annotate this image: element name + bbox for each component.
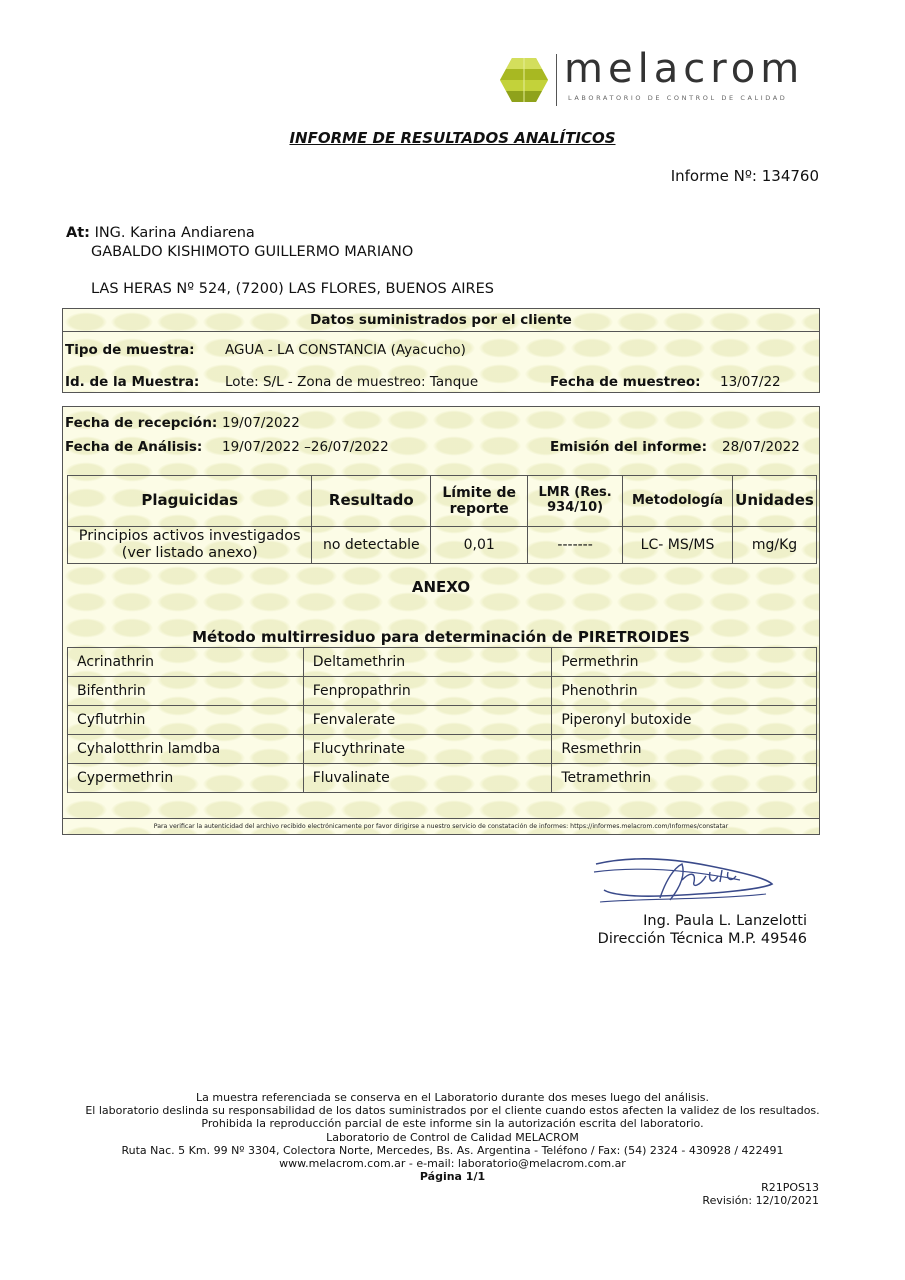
reception-date-value: 19/07/2022 — [222, 415, 300, 431]
results-header-cell: LMR (Res. 934/10) — [528, 476, 623, 527]
pesticide-cell: Bifenthrin — [68, 677, 304, 706]
issue-date-label: Emisión del informe: — [550, 439, 707, 455]
sample-type-label: Tipo de muestra: — [65, 342, 195, 358]
results-cell: 0,01 — [431, 527, 528, 564]
results-cell: mg/Kg — [732, 527, 816, 564]
results-header-cell: Metodología — [623, 476, 733, 527]
pesticide-cell: Cyhalotthrin lamdba — [68, 735, 304, 764]
footer-line: Prohibida la reproducción parcial de este informe sin la autorización escrita del laboratorio. — [201, 1117, 704, 1131]
annex-title: ANEXO — [411, 578, 471, 596]
sample-type-value: AGUA - LA CONSTANCIA (Ayacucho) — [225, 342, 466, 358]
pesticide-cell: Tetramethrin — [552, 764, 817, 793]
analysis-date-label: Fecha de Análisis: — [65, 439, 203, 455]
sample-id-label: Id. de la Muestra: — [65, 374, 200, 390]
client-data-header: Datos suministrados por el cliente — [63, 309, 819, 332]
logo-separator — [556, 54, 557, 106]
at-label: At: — [66, 225, 90, 241]
pesticide-cell: Deltamethrin — [303, 648, 552, 677]
reception-date-label: Fecha de recepción: — [65, 415, 218, 431]
report-number — [671, 167, 819, 185]
results-cell: ------- — [528, 527, 623, 564]
recipient-name: ING. Karina Andiarena — [94, 225, 255, 241]
pesticide-cell: Resmethrin — [552, 735, 817, 764]
results-cell: Principios activos investigados (ver listado anexo) — [68, 527, 312, 564]
table-row — [68, 648, 817, 677]
document-code: R21POS13 — [761, 1181, 819, 1194]
results-row — [68, 527, 817, 564]
pesticide-cell: Cypermethrin — [68, 764, 304, 793]
signer-role: Dirección Técnica M.P. 49546 — [597, 931, 807, 947]
document-revision — [702, 1181, 819, 1207]
results-header-cell: Límite de reporte — [431, 476, 528, 527]
table-row — [68, 764, 817, 793]
sampling-date-value: 13/07/22 — [720, 374, 781, 390]
pyrethroids-table — [67, 647, 817, 793]
pesticide-cell: Cyflutrhin — [68, 706, 304, 735]
results-header-cell: Unidades — [732, 476, 816, 527]
footer-line: La muestra referenciada se conserva en el Laboratorio durante dos meses luego del análisis. — [196, 1091, 709, 1104]
company-logo — [498, 46, 818, 108]
hexagon-logo-icon — [498, 56, 550, 104]
footer-line: Laboratorio de Control de Calidad MELACROM — [326, 1130, 579, 1144]
method-title: Método multirresiduo para determinación de PIRETROIDES — [192, 628, 690, 646]
results-header-cell: Plaguicidas — [68, 476, 312, 527]
pesticide-cell: Phenothrin — [552, 677, 817, 706]
pesticide-cell: Acrinathrin — [68, 648, 304, 677]
sample-id-value: Lote: S/L - Zona de muestreo: Tanque — [225, 374, 479, 390]
logo-brand-name: melacrom — [564, 46, 805, 92]
verification-note: Para verificar la autenticidad del archivo recibido electrónicamente por favor dirigirse a nuestro servicio de constatación de informes: https://informes.melacrom.com/Informes/constatar — [63, 818, 819, 834]
report-number-value: 134760 — [761, 167, 819, 185]
footer-line: El laboratorio deslinda su responsabilidad de los datos suministrados por el cliente cuando estos afecten la validez de los resultados. — [85, 1104, 820, 1118]
pesticide-cell: Fenvalerate — [303, 706, 552, 735]
revision-date: Revisión: 12/10/2021 — [702, 1194, 819, 1207]
pesticide-cell: Fenpropathrin — [303, 677, 552, 706]
recipient-address: LAS HERAS Nº 524, (7200) LAS FLORES, BUENOS AIRES — [91, 281, 494, 297]
pesticide-cell: Fluvalinate — [303, 764, 552, 793]
analysis-date-value: 19/07/2022 –26/07/2022 — [222, 439, 389, 455]
issue-date-value: 28/07/2022 — [722, 439, 800, 455]
logo-tagline: LABORATORIO DE CONTROL DE CALIDAD — [568, 94, 788, 102]
report-title: INFORME DE RESULTADOS ANALÍTICOS — [289, 129, 616, 147]
footer-line: Ruta Nac. 5 Km. 99 Nº 3304, Colectora Norte, Mercedes, Bs. As. Argentina - Teléfono / Fax: (54) 2324 - 430928 / 422491 — [121, 1143, 784, 1157]
handwritten-signature — [590, 850, 780, 920]
results-section — [62, 406, 820, 835]
results-table — [67, 475, 817, 564]
client-data-section — [62, 308, 820, 393]
pesticide-cell: Piperonyl butoxide — [552, 706, 817, 735]
footer-line: www.melacrom.com.ar - e-mail: laboratorio@melacrom.com.ar — [279, 1157, 626, 1171]
results-header-cell: Resultado — [312, 476, 431, 527]
sampling-date-label: Fecha de muestreo: — [550, 374, 701, 390]
table-row — [68, 706, 817, 735]
recipient-line — [66, 225, 255, 241]
table-row — [68, 735, 817, 764]
page-number: Página 1/1 — [419, 1170, 486, 1184]
results-cell: LC- MS/MS — [623, 527, 733, 564]
recipient-company: GABALDO KISHIMOTO GUILLERMO MARIANO — [91, 244, 414, 260]
results-cell: no detectable — [312, 527, 431, 564]
results-header-row — [68, 476, 817, 527]
report-number-label: Informe Nº: — [670, 167, 757, 185]
signer-name: Ing. Paula L. Lanzelotti — [643, 913, 807, 929]
pesticide-cell: Flucythrinate — [303, 735, 552, 764]
table-row — [68, 677, 817, 706]
pesticide-cell: Permethrin — [552, 648, 817, 677]
footer — [0, 1091, 905, 1183]
